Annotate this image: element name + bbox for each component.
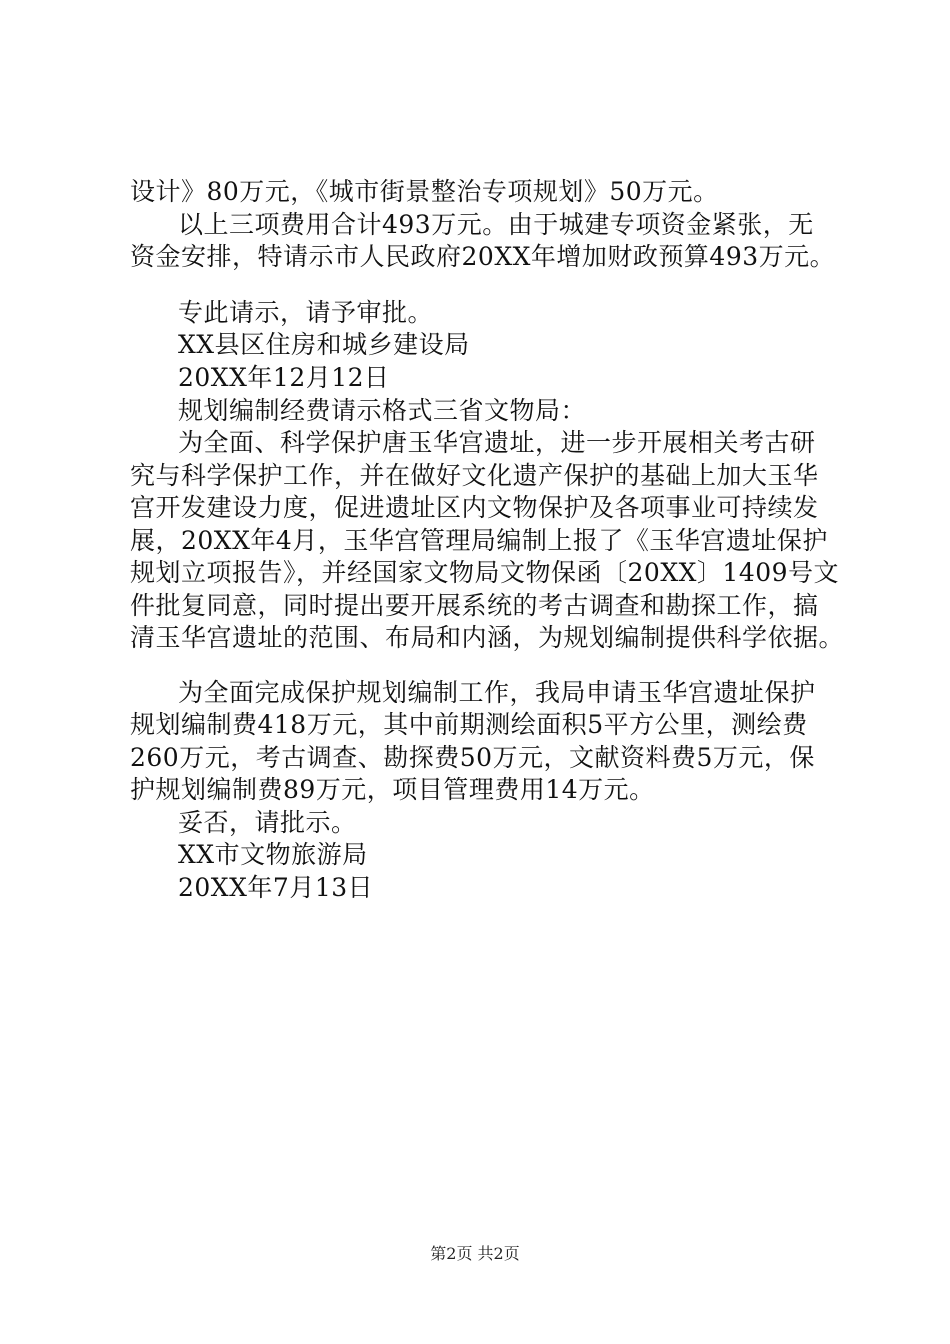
paragraph-line: 规划立项报告》，并经国家文物局文物保函〔20XX〕1409号文 [130, 558, 840, 587]
paragraph-line: 为全面完成保护规划编制工作，我局申请玉华宫遗址保护 [178, 678, 816, 707]
paragraph-line: 究与科学保护工作，并在做好文化遗产保护的基础上加大玉华 [130, 461, 819, 490]
paragraph-line: 260万元，考古调查、勘探费50万元，文献资料费5万元，保 [130, 743, 815, 772]
paragraph-line: 展，20XX年4月，玉华宫管理局编制上报了《玉华宫遗址保护 [130, 526, 828, 555]
paragraph-line: 以上三项费用合计493万元。由于城建专项资金紧张，无 [178, 210, 814, 239]
paragraph-line: 件批复同意，同时提出要开展系统的考古调查和勘探工作，搞 [130, 591, 819, 620]
closing-request-line: 专此请示，请予审批。 [178, 298, 434, 327]
signature-date: 20XX年12月12日 [178, 363, 390, 392]
paragraph-line: 规划编制费418万元，其中前期测绘面积5平方公里，测绘费 [130, 710, 808, 739]
paragraph-line: 为全面、科学保护唐玉华宫遗址，进一步开展相关考古研 [178, 428, 816, 457]
signature-date: 20XX年7月13日 [178, 873, 374, 902]
section-heading: 规划编制经费请示格式三省文物局： [178, 396, 587, 425]
signature-org: XX市文物旅游局 [178, 840, 368, 869]
page-number-footer: 第2页 共2页 [430, 1244, 520, 1263]
paragraph-line: 清玉华宫遗址的范围、布局和内涵，为规划编制提供科学依据。 [130, 623, 845, 652]
paragraph-line: 护规划编制费89万元，项目管理费用14万元。 [130, 775, 655, 804]
paragraph-line: 设计》80万元，《城市街景整治专项规划》50万元。 [130, 177, 719, 206]
paragraph-line: 宫开发建设力度，促进遗址区内文物保护及各项事业可持续发 [130, 493, 819, 522]
closing-request-line: 妥否，请批示。 [178, 808, 357, 837]
paragraph-line: 资金安排，特请示市人民政府20XX年增加财政预算493万元。 [130, 242, 836, 271]
signature-org: XX县区住房和城乡建设局 [178, 330, 470, 359]
